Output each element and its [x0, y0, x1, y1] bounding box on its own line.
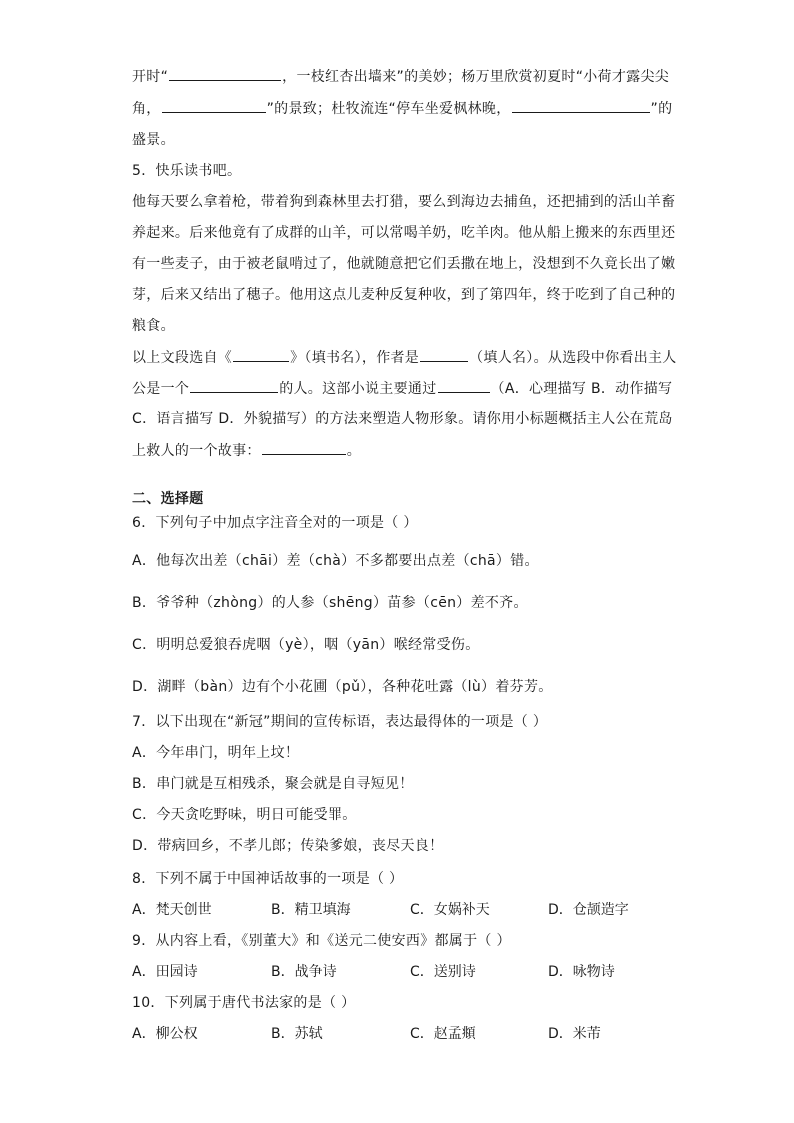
option-8b[interactable]: B．精卫填海: [271, 902, 351, 918]
book-title-blank[interactable]: [233, 347, 289, 362]
text: ，一枝红杏出墙来”的美妙；杨万里欣赏初夏时“小荷才露尖尖: [282, 69, 670, 85]
method-blank[interactable]: [438, 378, 490, 393]
section-heading: 二、选择题: [132, 491, 204, 507]
fill-line-2: [132, 98, 672, 119]
passage-line: 他每天要么拿着枪，带着狗到森林里去打猎，要么到海边去捕鱼，还把捕到的活山羊畜: [132, 194, 676, 210]
text: （A．心理描写 B．动作描写: [490, 381, 673, 397]
question-5-fill-2: [132, 378, 672, 399]
text: 。: [346, 443, 362, 459]
option-6a[interactable]: A．他每次出差（chāi）差（chà）不多都要出点差（chā）错。: [132, 553, 539, 569]
option-8a[interactable]: A．梵天创世: [132, 902, 212, 918]
passage-line: 粮食。: [132, 318, 175, 334]
text: 的人。这部小说主要通过: [279, 381, 437, 397]
option-10d[interactable]: D．米芾: [548, 1026, 601, 1042]
text: 以上文段选自《: [132, 350, 233, 366]
question-10: 10．下列属于唐代书法家的是（ ）: [132, 995, 356, 1011]
answer-blank[interactable]: [169, 66, 281, 81]
text: 》（填书名），作者是: [290, 350, 420, 366]
option-8d[interactable]: D．仓颉造字: [548, 902, 629, 918]
text: 开时“: [132, 69, 169, 85]
option-9b[interactable]: B．战争诗: [271, 964, 337, 980]
text: （填人名）。从选段中你看出主人: [469, 350, 677, 366]
option-6d[interactable]: D．湖畔（bàn）边有个小花圃（pǔ），各种花吐露（lù）着芬芳。: [132, 679, 553, 695]
text: 上救人的一个故事：: [132, 443, 261, 459]
option-6b[interactable]: B．爷爷种（zhòng）的人参（shēng）苗参（cēn）差不齐。: [132, 595, 528, 611]
option-8c[interactable]: C．女娲补天: [410, 902, 490, 918]
option-7c[interactable]: C．今天贪吃野味，明日可能受罪。: [132, 807, 357, 823]
option-9d[interactable]: D．咏物诗: [548, 964, 615, 980]
option-9a[interactable]: A．田园诗: [132, 964, 198, 980]
question-5-fill-3: C．语言描写 D．外貌描写）的方法来塑造人物形象。请你用小标题概括主人公在荒岛: [132, 411, 673, 427]
text: ”的景致；杜牧流连“停车坐爱枫林晚，: [266, 101, 511, 117]
story-blank[interactable]: [262, 440, 346, 455]
passage-line: 芽，后来又结出了穗子。他用这点儿麦种反复种收，到了第四年，终于吃到了自己种的: [132, 287, 676, 303]
answer-blank[interactable]: [162, 98, 266, 113]
fill-line-1: [132, 66, 669, 87]
question-5-title: 5．快乐读书吧。: [132, 163, 242, 179]
option-7b[interactable]: B．串门就是互相残杀，聚会就是自寻短见！: [132, 776, 414, 792]
passage-line: 养起来。后来他竟有了成群的山羊，可以常喝羊奶，吃羊肉。他从船上搬来的东西里还: [132, 225, 676, 241]
question-8: 8．下列不属于中国神话故事的一项是（ ）: [132, 871, 404, 887]
author-blank[interactable]: [420, 347, 468, 362]
text: 公是一个: [132, 381, 190, 397]
character-blank[interactable]: [190, 378, 278, 393]
passage-line: 有一些麦子，由于被老鼠啃过了，他就随意把它们丢撒在地上，没想到不久竟长出了嫩: [132, 256, 676, 272]
option-7a[interactable]: A．今年串门，明年上坟！: [132, 745, 300, 761]
option-9c[interactable]: C．送别诗: [410, 964, 476, 980]
question-5-fill-1: [132, 347, 677, 368]
text: ”的: [650, 101, 673, 117]
option-7d[interactable]: D．带病回乡，不孝儿郎；传染爹娘，丧尽天良！: [132, 838, 444, 854]
option-10c[interactable]: C．赵孟頫: [410, 1026, 476, 1042]
question-5-fill-4: [132, 440, 361, 461]
option-10a[interactable]: A．柳公权: [132, 1026, 198, 1042]
answer-blank[interactable]: [512, 98, 650, 113]
option-6c[interactable]: C．明明总爱狼吞虎咽（yè），咽（yān）喉经常受伤。: [132, 637, 480, 653]
text: 角，: [132, 101, 161, 117]
question-9: 9．从内容上看，《别董大》和《送元二使安西》都属于（ ）: [132, 933, 511, 949]
question-6: 6．下列句子中加点字注音全对的一项是（ ）: [132, 515, 418, 531]
fill-line-3: 盛景。: [132, 132, 175, 148]
option-10b[interactable]: B．苏轼: [271, 1026, 323, 1042]
question-7: 7．以下出现在“新冠”期间的宣传标语，表达最得体的一项是（ ）: [132, 714, 548, 730]
